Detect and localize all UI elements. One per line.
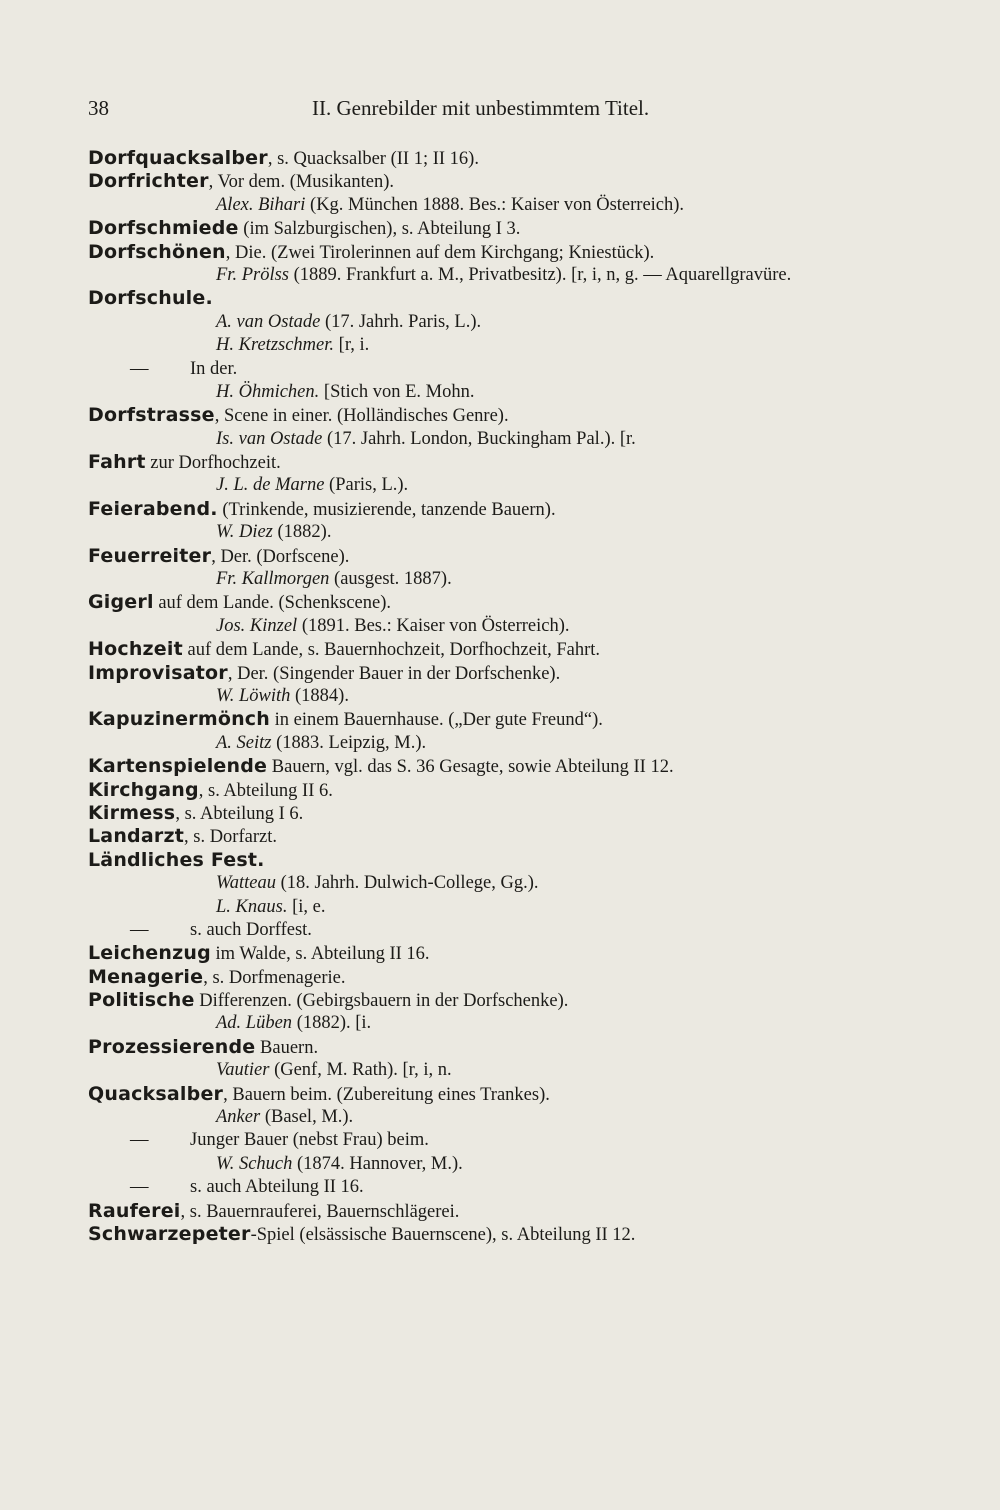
artwork-reference — [0, 194, 1000, 217]
entry-line — [88, 1200, 459, 1224]
artist-name: H. Kretzschmer. — [216, 335, 335, 356]
entry-headword: Dorfschule. — [88, 287, 213, 310]
work-line — [216, 896, 325, 919]
index-entry — [0, 170, 1000, 193]
artist-name: A. Seitz — [216, 732, 272, 753]
entry-text: , s. Bauernrauferei, Bauernschlägerei. — [180, 1201, 460, 1222]
entry-text: , Scene in einer. (Holländisches Genre). — [214, 406, 509, 427]
sub-entry — [0, 1176, 1000, 1199]
entry-text: , Bauern beim. (Zubereitung eines Trankes). — [223, 1084, 550, 1105]
artwork-reference — [0, 474, 1000, 497]
entry-text: zur Dorfhochzeit. — [145, 453, 281, 474]
artwork-reference — [0, 1059, 1000, 1082]
entry-text: Bauern. — [255, 1037, 319, 1058]
index-entry — [0, 451, 1000, 474]
entry-headword: Kirchgang — [88, 778, 199, 801]
entry-headword: Dorfschönen — [88, 240, 226, 263]
work-details: (17. Jahrh. Paris, L.). — [320, 311, 482, 332]
running-title: II. Genrebilder mit unbestimmtem Titel. — [312, 96, 650, 120]
entry-text: , s. Abteilung II 6. — [198, 780, 333, 801]
artwork-reference — [0, 381, 1000, 404]
work-line — [216, 474, 408, 497]
entry-line — [88, 170, 394, 194]
entry-line — [88, 708, 603, 732]
index-entry — [0, 404, 1000, 427]
entry-line — [88, 287, 213, 311]
artist-name: Ad. Lüben — [216, 1013, 293, 1034]
sub-entry-text: s. auch Abteilung II 16. — [190, 1177, 364, 1198]
index-entries — [0, 147, 1000, 1246]
entry-headword: Feuerreiter — [88, 544, 212, 567]
artwork-reference — [0, 615, 1000, 638]
dash-marker: — — [130, 358, 149, 379]
entry-text: , Die. (Zwei Tirolerinnen auf dem Kirchgang; Kniestück). — [225, 242, 655, 263]
index-entry — [0, 779, 1000, 802]
entry-text: (Trinkende, musizierende, tanzende Bauern). — [217, 499, 556, 520]
work-details: (Basel, M.). — [260, 1107, 354, 1128]
artwork-reference — [0, 521, 1000, 544]
entry-line — [88, 451, 281, 475]
entry-headword: Prozessierende — [88, 1035, 256, 1058]
artist-name: A. van Ostade — [216, 311, 321, 332]
entry-line — [88, 966, 346, 990]
entry-text: -Spiel (elsässische Bauernscene), s. Abteilung II 12. — [250, 1224, 636, 1245]
entry-text: , s. Quacksalber (II 1; II 16). — [267, 149, 479, 169]
entry-headword: Improvisator — [88, 661, 228, 684]
work-details: (18. Jahrh. Dulwich-College, Gg.). — [275, 873, 539, 894]
artist-name: L. Knaus. — [216, 896, 288, 917]
entry-line — [88, 498, 556, 522]
entry-headword: Feierabend. — [88, 497, 218, 520]
artist-name: W. Löwith — [216, 685, 291, 706]
artist-name: Fr. Kallmorgen — [216, 569, 330, 590]
work-line — [216, 311, 481, 334]
index-entry — [0, 287, 1000, 310]
entry-line — [88, 1223, 635, 1247]
entry-line — [88, 662, 560, 686]
entry-headword: Dorfstrasse — [88, 404, 215, 427]
work-line — [216, 264, 791, 287]
artwork-reference — [0, 334, 1000, 357]
entry-text: auf dem Lande, s. Bauernhochzeit, Dorfhochzeit, Fahrt. — [182, 640, 601, 661]
index-entry — [0, 217, 1000, 240]
work-details: (Genf, M. Rath). [r, i, n. — [269, 1060, 452, 1081]
entry-text: in einem Bauernhause. („Der gute Freund“). — [270, 710, 603, 731]
dash-marker: — — [130, 1177, 149, 1198]
index-entry — [0, 241, 1000, 264]
work-details: (1882). [i. — [292, 1013, 372, 1034]
index-entry — [0, 755, 1000, 778]
work-line — [216, 334, 369, 357]
work-line — [216, 685, 349, 708]
index-entry — [0, 638, 1000, 661]
artwork-reference — [0, 1012, 1000, 1035]
work-line — [216, 568, 452, 591]
artwork-reference — [0, 1153, 1000, 1176]
work-details: (1874. Hannover, M.). — [292, 1153, 463, 1174]
entry-text: , s. Dorfmenagerie. — [203, 967, 346, 988]
work-line — [216, 194, 684, 217]
artwork-reference — [0, 568, 1000, 591]
entry-headword: Dorfrichter — [88, 170, 209, 193]
artwork-reference — [0, 685, 1000, 708]
entry-text: (im Salzburgischen), s. Abteilung I 3. — [238, 219, 521, 240]
work-line — [216, 872, 539, 895]
artwork-reference — [0, 872, 1000, 895]
entry-text: Differenzen. (Gebirgsbauern in der Dorfschenke). — [194, 991, 569, 1012]
work-line — [216, 1059, 452, 1082]
entry-text: Bauern, vgl. das S. 36 Gesagte, sowie Abteilung II 12. — [267, 757, 674, 778]
work-line — [216, 428, 636, 451]
work-line — [216, 1012, 371, 1035]
work-line — [216, 615, 570, 638]
entry-line — [88, 147, 479, 171]
work-details: (1883. Leipzig, M.). — [271, 732, 427, 753]
entry-text: , Vor dem. (Musikanten). — [208, 172, 394, 193]
entry-line — [88, 545, 349, 569]
entry-line — [88, 989, 568, 1013]
sub-entry — [0, 919, 1000, 942]
entry-text: auf dem Lande. (Schenkscene). — [153, 593, 391, 614]
entry-headword: Menagerie — [88, 965, 204, 988]
entry-line — [88, 591, 391, 615]
work-line — [216, 381, 474, 404]
artwork-reference — [0, 896, 1000, 919]
artist-name: Alex. Bihari — [216, 194, 306, 215]
artist-name: J. L. de Marne — [216, 475, 325, 496]
sub-entry-text: Junger Bauer (nebst Frau) beim. — [190, 1130, 429, 1151]
work-details: (1882). — [272, 522, 332, 543]
index-entry — [0, 1083, 1000, 1106]
entry-headword: Politische — [88, 989, 195, 1012]
entry-headword: Fahrt — [88, 451, 146, 474]
artist-name: H. Öhmichen. — [216, 381, 320, 402]
artist-name: Watteau — [216, 873, 276, 894]
work-details: (1889. Frankfurt a. M., Privatbesitz). [r, i, n, g. — Aquarellgravüre. — [289, 264, 792, 285]
sub-entry — [0, 1129, 1000, 1152]
entry-headword: Ländliches Fest. — [88, 848, 265, 871]
entry-headword: Kirmess — [88, 801, 176, 824]
artist-name: Jos. Kinzel — [216, 615, 298, 636]
index-entry — [0, 545, 1000, 568]
index-entry — [0, 498, 1000, 521]
entry-headword: Dorfschmiede — [88, 217, 239, 240]
artist-name: Vautier — [216, 1060, 270, 1081]
work-details: (Kg. München 1888. Bes.: Kaiser von Österreich). — [305, 194, 685, 215]
work-details: [i, e. — [287, 896, 326, 917]
entry-text: , s. Dorfarzt. — [184, 827, 277, 848]
entry-line — [88, 1036, 318, 1060]
entry-text: , Der. (Dorfscene). — [211, 546, 350, 567]
entry-line — [88, 849, 265, 873]
entry-headword: Quacksalber — [88, 1082, 224, 1105]
index-entry — [0, 989, 1000, 1012]
artist-name: W. Diez — [216, 522, 273, 543]
entry-text: im Walde, s. Abteilung II 16. — [210, 944, 430, 965]
artist-name: W. Schuch — [216, 1153, 293, 1174]
entry-headword: Dorfquacksalber — [88, 147, 268, 169]
entry-line — [88, 638, 600, 662]
page-number: 38 — [88, 96, 109, 120]
index-entry — [0, 591, 1000, 614]
artist-name: Is. van Ostade — [216, 428, 323, 449]
entry-headword: Kapuzinermönch — [88, 708, 270, 731]
entry-headword: Gigerl — [88, 591, 154, 614]
entry-headword: Leichenzug — [88, 942, 211, 965]
index-entry — [0, 1036, 1000, 1059]
work-details: [r, i. — [334, 335, 370, 356]
entry-text: , s. Abteilung I 6. — [175, 803, 304, 824]
index-entry — [0, 1200, 1000, 1223]
artwork-reference — [0, 428, 1000, 451]
work-details: (17. Jahrh. London, Buckingham Pal.). [r. — [322, 428, 636, 449]
entry-line — [88, 942, 430, 966]
index-entry — [0, 825, 1000, 848]
index-entry — [0, 802, 1000, 825]
entry-text: , Der. (Singender Bauer in der Dorfschenke). — [227, 663, 561, 684]
index-entry — [0, 662, 1000, 685]
entry-headword: Kartenspielende — [88, 755, 268, 778]
running-header — [0, 96, 1000, 126]
artwork-reference — [0, 732, 1000, 755]
artist-name: Anker — [216, 1107, 261, 1128]
work-line — [216, 1106, 353, 1129]
work-details: (1891. Bes.: Kaiser von Österreich). — [297, 615, 570, 636]
work-line — [216, 732, 426, 755]
index-entry — [0, 942, 1000, 965]
artwork-reference — [0, 311, 1000, 334]
entry-line — [88, 404, 509, 428]
entry-line — [88, 217, 520, 241]
work-details: (1884). — [290, 685, 349, 706]
index-entry — [0, 966, 1000, 989]
artwork-reference — [0, 264, 1000, 287]
dash-marker: — — [130, 919, 149, 940]
artist-name: Fr. Prölss — [216, 264, 289, 285]
work-line — [216, 1153, 463, 1176]
work-details: (ausgest. 1887). — [329, 569, 452, 590]
index-entry — [0, 849, 1000, 872]
entry-line — [88, 825, 277, 849]
entry-headword: Rauferei — [88, 1199, 181, 1222]
entry-line — [88, 802, 303, 826]
sub-entry — [0, 358, 1000, 381]
entry-headword: Schwarzepeter — [88, 1222, 251, 1245]
work-details: (Paris, L.). — [324, 475, 409, 496]
index-entry — [0, 1223, 1000, 1246]
entry-headword: Landarzt — [88, 825, 184, 848]
artwork-reference — [0, 1106, 1000, 1129]
index-entry — [0, 147, 1000, 170]
sub-entry-text: In der. — [190, 358, 238, 379]
entry-line — [88, 755, 674, 779]
work-line — [216, 521, 331, 544]
index-entry — [0, 708, 1000, 731]
entry-line — [88, 1083, 550, 1107]
entry-headword: Hochzeit — [88, 638, 183, 661]
entry-line — [88, 779, 333, 803]
sub-entry-text: s. auch Dorffest. — [190, 919, 312, 940]
dash-marker: — — [130, 1130, 149, 1151]
work-details: [Stich von E. Mohn. — [319, 381, 475, 402]
entry-line — [88, 241, 654, 265]
